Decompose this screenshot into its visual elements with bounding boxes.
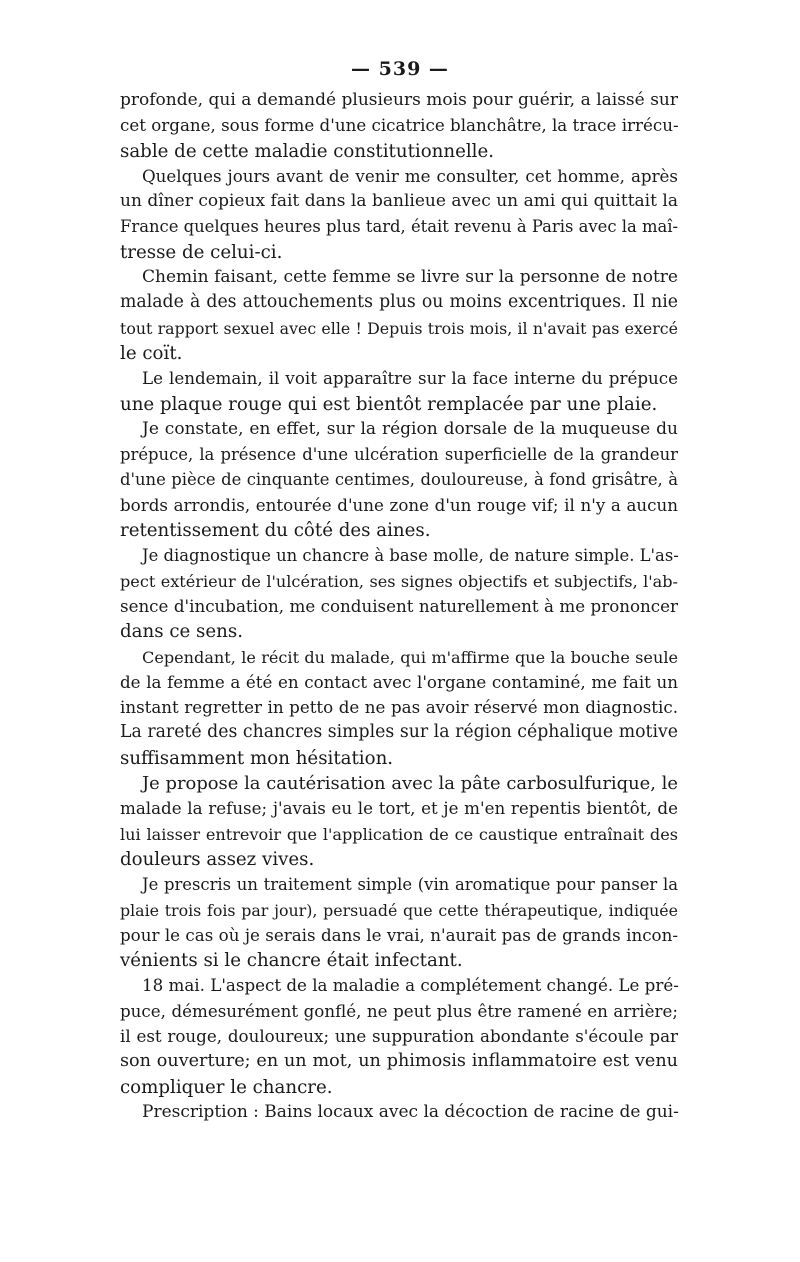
text-line: Je propose la cautérisation avec la pâte carbosulfurique, le [142,773,678,795]
text-line: Chemin faisant, cette femme se livre sur la personne de notre [142,267,678,288]
text-line: France quelques heures plus tard, était revenu à Paris avec la maî- [120,217,679,237]
text-line: malade la refuse; j'avais eu le tort, et je m'en repentis bientôt, de [120,798,678,819]
text-line: retentissement du côté des aines. [120,520,431,542]
text-line: il est rouge, douloureux; une suppuration abondante s'écoule par [120,1025,678,1046]
paragraph [120,1100,678,1125]
body-text [120,88,678,1125]
text-line: vénients si le chancre était infectant. [120,950,463,972]
text-line: compliquer le chancre. [120,1076,333,1098]
text-line: de la femme a été en contact avec l'organe contaminé, me fait un [120,671,678,692]
text-line: plaie trois fois par jour), persuadé que cette thérapeutique, indiquée [120,900,678,920]
paragraph [120,366,678,417]
text-line: un dîner copieux fait dans la banlieue avec un ami qui quittait la [120,191,678,212]
text-line: bords arrondis, entourée d'une zone d'un rouge vif; il n'y a aucun [120,494,678,515]
text-line: 18 mai. L'aspect de la maladie a complétement changé. Le pré- [142,975,679,996]
text-line: La rareté des chancres simples sur la région céphalique motive [120,722,678,743]
text-line: Je diagnostique un chancre à base molle, de nature simple. L'as- [142,546,679,566]
text-line: le coït. [120,342,183,364]
text-line: pect extérieur de l'ulcération, ses signes objectifs et subjectifs, l'ab- [120,571,678,591]
paragraph [120,771,678,872]
text-line: sable de cette maladie constitutionnelle. [120,140,495,162]
paragraph [120,645,678,771]
text-line: Je prescris un traitement simple (vin aromatique pour panser la [142,875,678,895]
paragraph [120,973,678,1099]
text-line: pour le cas où je serais dans le vrai, n'aurait pas de grands incon- [120,924,678,945]
paragraph [120,164,678,265]
paragraph [120,88,678,164]
text-line: cet organe, sous forme d'une cicatrice blanchâtre, la trace irrécu- [120,115,679,136]
text-line: Prescription : Bains locaux avec la décoction de racine de gui- [142,1101,679,1122]
text-line: Je constate, en effet, sur la région dorsale de la muqueuse du [142,418,678,439]
text-line: sence d'incubation, me conduisent naturellement à me prononcer [120,595,678,616]
text-line: son ouverture; en un mot, un phimosis inflammatoire est venu [120,1051,678,1072]
text-line: lui laisser entrevoir que l'application de ce caustique entraînait des [120,824,678,844]
text-line: une plaque rouge qui est bientôt remplacée par une plaie. [120,393,658,415]
text-line: douleurs assez vives. [120,848,315,870]
text-line: malade à des attouchements plus ou moins excentriques. Il nie [120,292,678,313]
text-line: d'une pièce de cinquante centimes, douloureuse, à fond grisâtre, à [120,470,678,490]
text-line: tresse de celui-ci. [120,241,283,263]
text-line: Le lendemain, il voit apparaître sur la face interne du prépuce [142,368,678,389]
text-line: instant regretter in petto de ne pas avoir réservé mon diagnostic. [120,697,678,718]
text-line: suffisamment mon hésitation. [120,747,394,769]
text-line: prépuce, la présence d'une ulcération superficielle de la grandeur [120,445,678,465]
text-line: tout rapport sexuel avec elle ! Depuis trois mois, il n'avait pas exercé [120,318,678,338]
paragraph [120,543,678,644]
text-line: Cependant, le récit du malade, qui m'affirme que la bouche seule [142,647,678,667]
text-line: profonde, qui a demandé plusieurs mois pour guérir, a laissé sur [120,90,678,110]
page-number: — 539 — [351,58,449,80]
text-line: puce, démesurément gonflé, ne peut plus être ramené en arrière; [120,1000,678,1021]
paragraph [120,417,678,543]
text-line: Quelques jours avant de venir me consulter, cet homme, après [142,165,678,186]
paragraph [120,872,678,973]
paragraph [120,265,678,366]
text-line: dans ce sens. [120,621,243,643]
